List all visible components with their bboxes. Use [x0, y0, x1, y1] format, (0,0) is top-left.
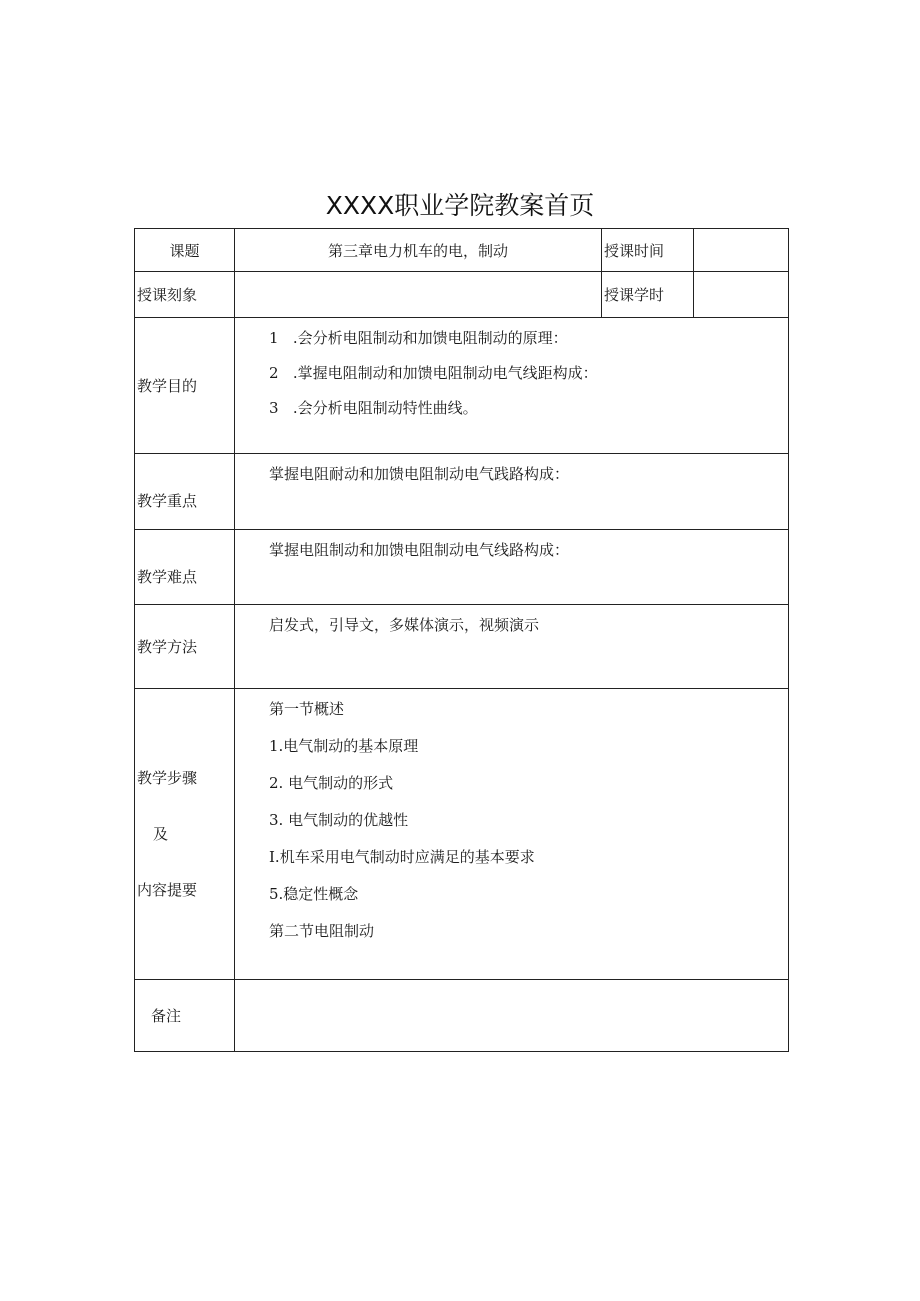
step-item: 第一节概述 [269, 700, 345, 718]
row-key-points [135, 454, 789, 530]
step-item: 5.稳定性概念 [269, 885, 359, 903]
row-difficulties [135, 530, 789, 605]
lesson-plan-table [134, 228, 789, 1052]
step-item: 1.电气制动的基本原理 [269, 737, 419, 755]
key-points-text: 掌握电阻耐动和加馈电阻制动电气践路构成： [269, 465, 570, 483]
key-points-content [235, 454, 789, 530]
class-hours-value [694, 272, 789, 318]
row-audience [135, 272, 789, 318]
methods-text: 启发式，引导文，多媒体演示，视频演示 [269, 616, 540, 634]
difficulties-text: 掌握电阻制动和加馈电阻制动电气线路构成： [269, 541, 570, 559]
objectives-content [235, 318, 789, 454]
difficulties-content [235, 530, 789, 605]
methods-label: 教学方法 [135, 605, 235, 689]
page-title: XXXX职业学院教案首页 [325, 191, 595, 220]
step-item: I.机车采用电气制动时应满足的基本要求 [269, 848, 535, 866]
objective-item: 2 .掌握电阻制动和加馈电阻制动电气线距构成： [269, 364, 598, 382]
objective-item: 1 .会分析电阻制动和加馈电阻制动的原理： [269, 329, 568, 347]
remarks-label: 备注 [135, 980, 235, 1052]
step-item: 2. 电气制动的形式 [269, 774, 394, 792]
row-steps [135, 689, 789, 980]
row-objectives [135, 318, 789, 454]
audience-value [235, 272, 602, 318]
subject-value: 第三章电力机车的电，制动 [235, 229, 602, 272]
steps-label-line: 内容提要 [137, 881, 198, 899]
row-methods [135, 605, 789, 689]
steps-label-line: 教学步骤 [137, 769, 198, 787]
audience-label: 授课刻象 [135, 272, 235, 318]
step-item: 3. 电气制动的优越性 [269, 811, 409, 829]
steps-content [235, 689, 789, 980]
class-hours-label: 授课学时 [602, 272, 694, 318]
class-time-label: 授课时间 [602, 229, 694, 272]
row-subject [135, 229, 789, 272]
difficulties-label: 教学难点 [135, 530, 235, 605]
subject-label: 课题 [135, 229, 235, 272]
methods-content [235, 605, 789, 689]
steps-label [135, 689, 235, 980]
class-time-value [694, 229, 789, 272]
step-item: 第二节电阻制动 [269, 922, 375, 940]
objective-item: 3 .会分析电阻制动特性曲线。 [269, 399, 478, 417]
steps-label-line: 及 [153, 825, 169, 843]
row-remarks [135, 980, 789, 1052]
key-points-label: 教学重点 [135, 454, 235, 530]
remarks-content [235, 980, 789, 1052]
objectives-label: 教学目的 [135, 318, 235, 454]
